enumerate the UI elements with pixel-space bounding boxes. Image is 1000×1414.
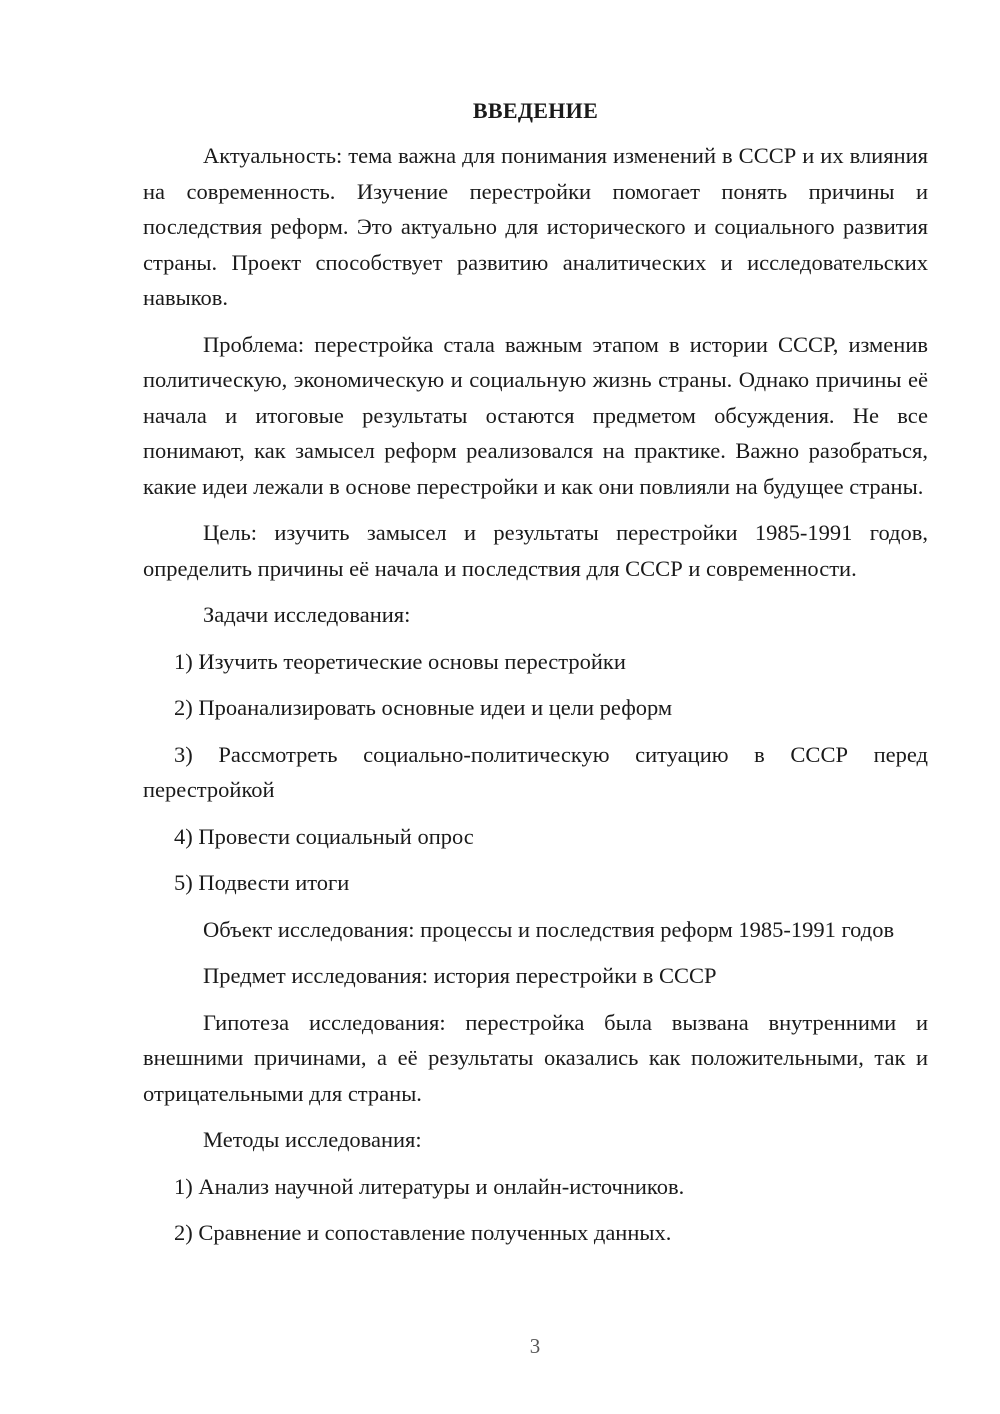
page-number: 3	[529, 1334, 541, 1358]
document-page	[143, 96, 928, 1262]
problem-paragraph: Проблема: перестройка стала важным этапом в истории СССР, изменив политическую, экономическую и социальную жизнь страны. Однако причины её начала и итоговые результаты остаются предметом обсуждения. Не все понимают, как замысел реформ реализовался на практике. Важно разобраться, какие идеи лежали в основе перестройки и как они повлияли на будущее страны.	[143, 331, 928, 499]
subject-paragraph: Предмет исследования: история перестройки в СССР	[203, 963, 717, 988]
task-item: 2) Проанализировать основные идеи и цели реформ	[174, 695, 673, 720]
object-paragraph: Объект исследования: процессы и последствия реформ 1985-1991 годов	[203, 916, 895, 942]
tasks-label: Задачи исследования:	[203, 602, 411, 627]
relevance-paragraph: Актуальность: тема важна для понимания изменений в СССР и их влияния на современность. Изучение перестройки помогает понять причины и последствия реформ. Это актуально для исторического и социального развития страны. Проект способствует развитию аналитических и исследовательских навыков.	[143, 143, 928, 310]
method-item: 2) Сравнение и сопоставление полученных данных.	[174, 1220, 672, 1245]
goal-paragraph: Цель: изучить замысел и результаты перестройки 1985-1991 годов, определить причины её начала и последствия для СССР и современности.	[143, 520, 928, 581]
task-item: 5) Подвести итоги	[174, 870, 350, 895]
method-item: 1) Анализ научной литературы и онлайн-источников.	[174, 1173, 685, 1199]
section-heading: ВВЕДЕНИЕ	[472, 98, 599, 123]
task-item: 1) Изучить теоретические основы перестройки	[174, 648, 626, 674]
methods-label: Методы исследования:	[203, 1127, 422, 1152]
hypothesis-paragraph: Гипотеза исследования: перестройка была вызвана внутренними и внешними причинами, а её результаты оказались как положительными, так и отрицательными для страны.	[143, 1009, 928, 1106]
task-item: 3) Рассмотреть социально-политическую ситуацию в СССР перед перестройкой	[143, 741, 928, 802]
task-item: 4) Провести социальный опрос	[174, 823, 474, 849]
